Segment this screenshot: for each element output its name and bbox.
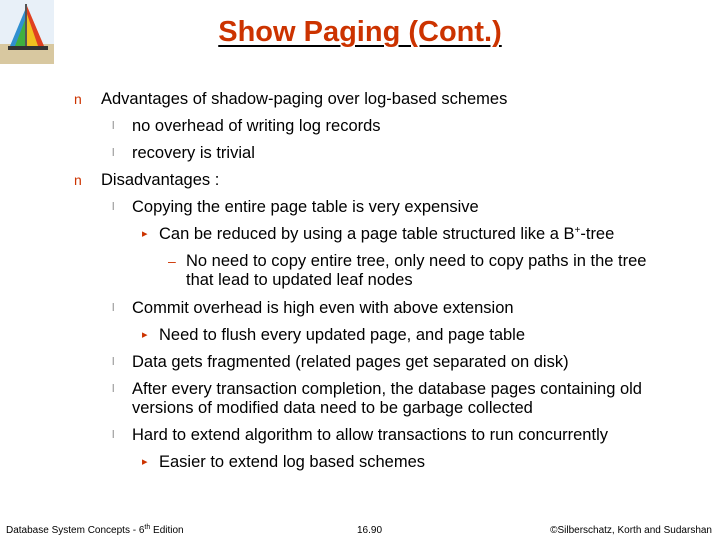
list-item: No need to copy entire tree, only need to copy paths in the tree (186, 252, 647, 270)
triangle-bullet-icon: ▸ (142, 329, 148, 341)
list-item-continuation: versions of modified data need to be garbage collected (132, 399, 533, 417)
bullet-l1-icon: n (74, 91, 82, 107)
triangle-bullet-icon: ▸ (142, 456, 148, 468)
list-item: Copying the entire page table is very expensive (132, 198, 479, 216)
list-item: After every transaction completion, the database pages containing old (132, 380, 642, 398)
bullet-l2-icon: l (112, 429, 115, 441)
list-item: Commit overhead is high even with above extension (132, 299, 514, 317)
bullet-l2-icon: l (112, 356, 115, 368)
bullet-l1-icon: n (74, 172, 82, 188)
dash-bullet-icon: – (168, 253, 176, 269)
list-item: Hard to extend algorithm to allow transactions to run concurrently (132, 426, 608, 444)
list-item-continuation: that lead to updated leaf nodes (186, 271, 413, 289)
triangle-bullet-icon: ▸ (142, 228, 148, 240)
list-item: Easier to extend log based schemes (159, 453, 425, 471)
bullet-l2-icon: l (112, 383, 115, 395)
footer-left: Database System Concepts - 6th Edition (6, 524, 184, 536)
list-item: Need to flush every updated page, and page table (159, 326, 526, 344)
list-item: Data gets fragmented (related pages get separated on disk) (132, 353, 569, 371)
bullet-l2-icon: l (112, 147, 115, 159)
footer-copyright: ©Silberschatz, Korth and Sudarshan (550, 525, 712, 536)
list-item: Can be reduced by using a page table structured like a B+-tree (159, 225, 615, 243)
list-item: recovery is trivial (132, 144, 255, 162)
page-title: Show Paging (Cont.) (218, 16, 502, 48)
bullet-l2-icon: l (112, 302, 115, 314)
list-item: Disadvantages : (101, 171, 220, 189)
list-item: Advantages of shadow-paging over log-based schemes (101, 90, 508, 108)
bullet-l2-icon: l (112, 120, 115, 132)
footer-page-number: 16.90 (357, 525, 383, 536)
list-item: no overhead of writing log records (132, 117, 381, 135)
bullet-l2-icon: l (112, 201, 115, 213)
